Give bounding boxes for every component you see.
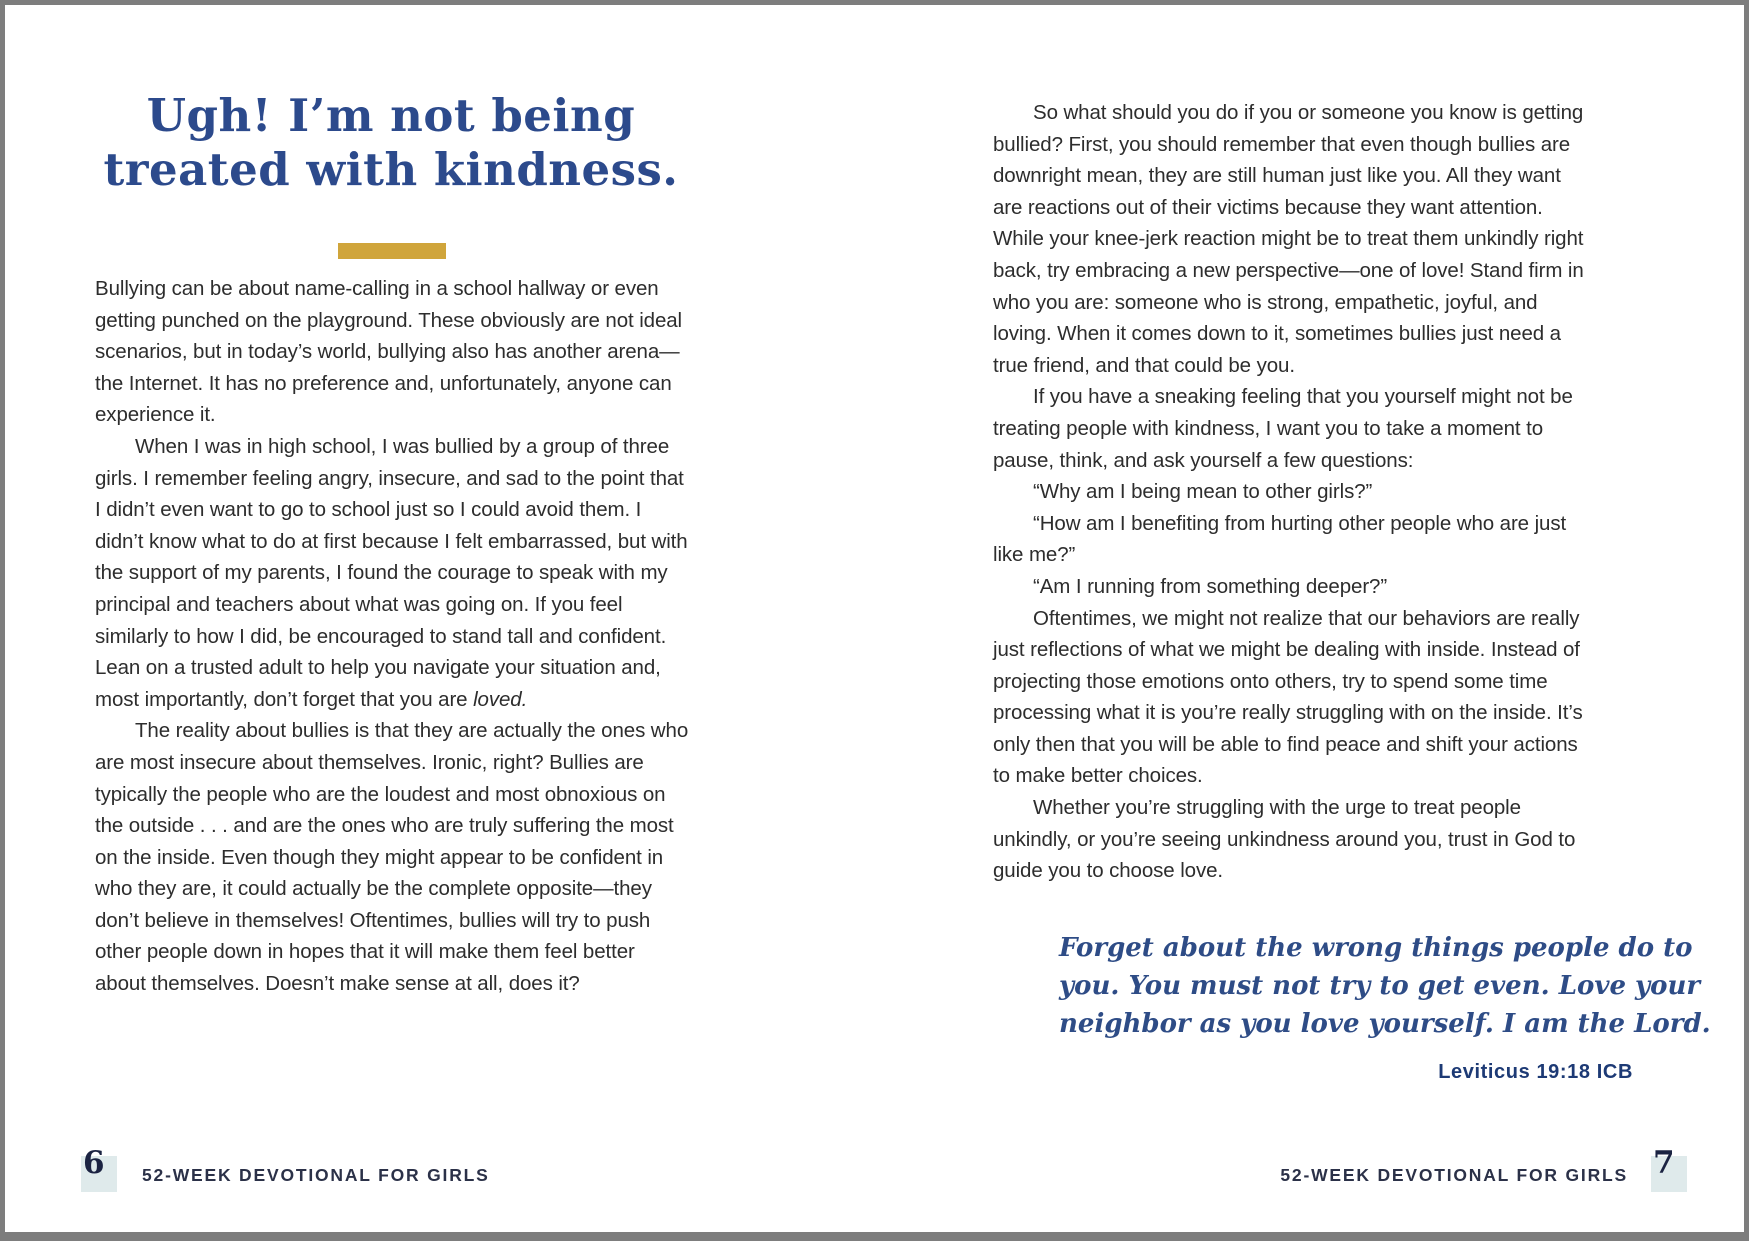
left-running-title: 52-WEEK DEVOTIONAL FOR GIRLS	[142, 1165, 490, 1185]
paragraph-sneaking-feeling	[993, 381, 1595, 476]
left-page-number: 6	[83, 1145, 105, 1181]
paragraph-what-to-do	[993, 97, 1595, 381]
scripture-quote-line-1: Forget about the wrong things people do to	[1059, 933, 1693, 963]
paragraph-question-1	[993, 476, 1595, 508]
scripture-reference: Leviticus 19:18 ICB	[1438, 1061, 1633, 1083]
paragraph-text: So what should you do if you or someone you know is getting bullied? First, you should remember that even though bullies are downright mean, they are still human just like you. All they want are reactions out of their victims because they want attention. While your knee-jerk reaction might be to treat them unkindly right back, try embracing a new perspective—one of love! Stand firm in who you are: someone who is strong, empathetic, joyful, and loving. When it comes down to it, sometimes bullies just need a true friend, and that could be you.	[993, 101, 1584, 377]
right-running-title: 52-WEEK DEVOTIONAL FOR GIRLS	[1280, 1165, 1628, 1185]
paragraph-text: Oftentimes, we might not realize that our behaviors are really just reflections of what we might be dealing with inside. Instead of projecting those emotions onto others, try to spend some time processing what it is you’re really struggling with on the inside. It’s only then that you will be able to find peace and shift your actions to make better choices.	[993, 606, 1583, 788]
paragraph-personal-story	[95, 431, 691, 715]
scripture-quote-line-2: you. You must not try to get even. Love your	[1059, 971, 1701, 1001]
chapter-title-line-1: Ugh! I’m not being	[146, 89, 636, 142]
right-page-number-box	[1651, 1145, 1687, 1192]
paragraph-text: Bullying can be about name-calling in a school hallway or even getting punched on the playground. These obviously are not ideal scenarios, but in today’s world, bullying also has another arena—the Internet. It has no preference and, unfortunately, anyone can experience it.	[95, 277, 683, 427]
paragraph-question-2	[993, 508, 1595, 571]
right-page-number: 7	[1653, 1145, 1675, 1181]
right-page-body	[993, 97, 1595, 887]
paragraph-text: Whether you’re struggling with the urge to treat people unkindly, or you’re seeing unkindness around you, trust in God to guide you to choose love.	[993, 796, 1576, 883]
paragraph-intro	[95, 273, 691, 431]
paragraph-reflections	[993, 603, 1595, 793]
chapter-title	[93, 89, 689, 197]
left-page-body	[95, 273, 691, 1000]
left-page-number-box	[81, 1145, 117, 1192]
paragraph-text: “Why am I being mean to other girls?”	[1033, 480, 1373, 504]
paragraph-reality-about-bullies	[95, 715, 691, 999]
paragraph-italic-word: loved.	[473, 687, 528, 711]
paragraph-text: When I was in high school, I was bullied by a group of three girls. I remember feeling angry, insecure, and sad to the point that I didn’t even want to go to school just so I could avoid them. I didn’t know what to do at first because I felt embarrassed, but with the support of my parents, I found the courage to speak with my principal and teachers about what was going on. If you feel similarly to how I did, be encouraged to stand tall and confident. Lean on a trusted adult to help you navigate your situation and, most importantly, don’t forget that you are	[95, 434, 688, 711]
scripture-quote-line-3: neighbor as you love yourself. I am the Lord.	[1059, 1009, 1711, 1039]
paragraph-text: The reality about bullies is that they are actually the ones who are most insecure about themselves. Ironic, right? Bullies are typically the people who are the loudest and most obnoxious on the outside . . . and are the ones who are truly suffering the most on the inside. Even though they might appear to be confident in who they are, it could actually be the complete opposite—they don’t believe in themselves! Oftentimes, bullies will try to push other people down in hopes that it will make them feel better about themselves. Doesn’t make sense at all, does it?	[95, 719, 689, 996]
paragraph-text: If you have a sneaking feeling that you yourself might not be treating people with kindness, I want you to take a moment to pause, think, and ask yourself a few questions:	[993, 385, 1573, 472]
gold-divider-rule	[338, 243, 446, 259]
paragraph-trust-in-god	[993, 792, 1595, 887]
paragraph-text: “How am I benefiting from hurting other people who are just like me?”	[993, 511, 1567, 567]
scripture-quote	[1059, 929, 1711, 1043]
paragraph-text: “Am I running from something deeper?”	[1033, 574, 1388, 598]
chapter-title-line-2: treated with kindness.	[103, 143, 679, 196]
paragraph-question-3	[993, 571, 1595, 603]
